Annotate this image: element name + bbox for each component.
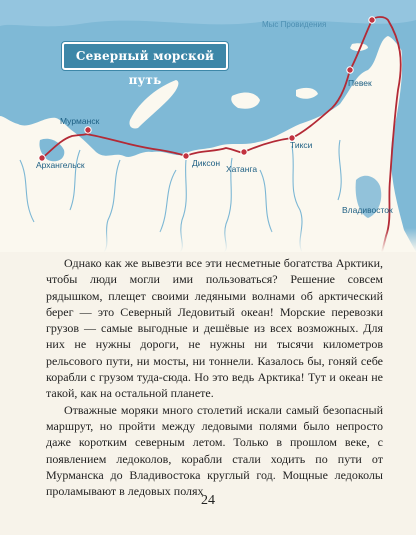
city-label-khatanga: Хатанга — [226, 164, 258, 174]
pevek-marker — [347, 67, 353, 73]
city-label-dikson: Диксон — [192, 158, 221, 168]
murmansk-marker — [85, 127, 91, 133]
map-title: Северный морской путь — [62, 42, 228, 70]
page-number: 24 — [201, 493, 215, 508]
pacific-ocean — [391, 40, 416, 252]
ocean-shade — [0, 0, 416, 26]
map-fade — [0, 228, 416, 252]
paragraph-2: Отважные моряки много столетий искали самый безопасный маршрут, но пройти между ледовыми полями было непросто даже коротким северным летом. Только в прошлом веке, с появлением ледоколов, корабли стали ходить по пути от Мурманска до Владивостока круглый год. Мощные ледоколы проламывают в ледовых полях — [46, 402, 383, 499]
city-label-pevek: Певек — [348, 78, 372, 88]
provideniya-marker — [369, 17, 375, 23]
body-text — [46, 255, 383, 499]
city-label-provideniya: Мыс Провидения — [262, 20, 327, 29]
city-label-arkhangelsk: Архангельск — [36, 160, 85, 170]
city-label-vladivostok: Владивосток — [342, 205, 393, 215]
dikson-marker — [183, 153, 189, 159]
khatanga-marker — [241, 149, 247, 155]
city-label-murmansk: Мурманск — [60, 116, 100, 126]
paragraph-1: Однако как же вывезти все эти несметные богатства Арктики, чтобы люди могли ими пользоваться? Решение совсем рядышком, плещет своими ледяными волнами об арктический берег — это Северный Ледовитый океан! Морские перевозки грузов — самые выгодные и дешёвые из всех возможных. Для них не нужны дороги, не нужны ни тысячи километров рельсового пути, ни мосты, ни тоннели. Казалось бы, гоняй себе корабли с грузом туда-сюда. Но это ведь Арктика! Тут и океан не такой, как на остальной планете. — [46, 256, 383, 401]
city-label-tiksi: Тикси — [290, 140, 313, 150]
route-map — [0, 0, 416, 252]
